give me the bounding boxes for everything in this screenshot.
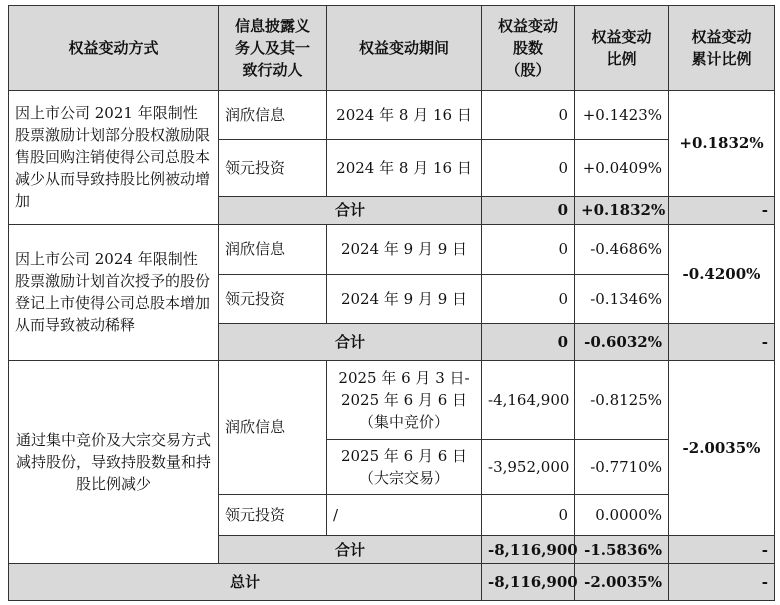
subtotal-label: 合计 <box>219 196 482 225</box>
person-cell: 领元投资 <box>219 274 327 323</box>
period-cell: 2024 年 9 月 9 日 <box>327 225 482 275</box>
ratio-cell: +0.1423% <box>575 90 669 140</box>
group-method: 因上市公司 2024 年限制性股票激励计划首次授予的股份登记上市使得公司总股本增加从而导致被动稀释 <box>9 225 219 360</box>
ratio-cell: -0.4686% <box>575 225 669 275</box>
ratio-cell: -0.7710% <box>575 439 669 494</box>
period-cell: 2024 年 8 月 16 日 <box>327 140 482 196</box>
ratio-cell: +0.0409% <box>575 140 669 196</box>
ratio-cell: 0.0000% <box>575 495 669 536</box>
person-cell: 领元投资 <box>219 495 327 536</box>
cumulative-cell: +0.1832% <box>669 90 775 196</box>
table-row <box>9 90 775 140</box>
total-shares: -8,116,900 <box>482 564 575 601</box>
subtotal-shares: 0 <box>482 196 575 225</box>
shares-cell: 0 <box>482 495 575 536</box>
group-method: 因上市公司 2021 年限制性股票激励计划部分股权激励限售股回购注销使得公司总股本减少从而导致持股比例被动增加 <box>9 90 219 224</box>
period-cell: 2024 年 9 月 9 日 <box>327 274 482 323</box>
header-period: 权益变动期间 <box>327 6 482 91</box>
person-cell: 润欣信息 <box>219 360 327 494</box>
shares-cell: 0 <box>482 274 575 323</box>
cumulative-cell: -2.0035% <box>669 360 775 535</box>
subtotal-cumulative: - <box>669 535 775 564</box>
header-ratio: 权益变动 比例 <box>575 6 669 91</box>
total-ratio: -2.0035% <box>575 564 669 601</box>
subtotal-ratio: -0.6032% <box>575 323 669 360</box>
ratio-cell: -0.1346% <box>575 274 669 323</box>
header-cumulative: 权益变动 累计比例 <box>669 6 775 91</box>
person-cell: 润欣信息 <box>219 90 327 140</box>
shares-cell: -4,164,900 <box>482 360 575 439</box>
ratio-cell: -0.8125% <box>575 360 669 439</box>
period-cell: / <box>327 495 482 536</box>
subtotal-ratio: -1.5836% <box>575 535 669 564</box>
total-row <box>9 564 775 601</box>
header-person: 信息披露义 务人及其一 致行动人 <box>219 6 327 91</box>
table-row <box>9 225 775 275</box>
group-method: 通过集中竞价及大宗交易方式减持股份，导致持股数量和持股比例减少 <box>9 360 219 564</box>
cumulative-cell: -0.4200% <box>669 225 775 324</box>
person-cell: 领元投资 <box>219 140 327 196</box>
period-cell: 2024 年 8 月 16 日 <box>327 90 482 140</box>
shares-cell: 0 <box>482 140 575 196</box>
subtotal-cumulative: - <box>669 196 775 225</box>
person-cell: 润欣信息 <box>219 225 327 275</box>
period-cell: 2025 年 6 月 6 日 （大宗交易） <box>327 439 482 494</box>
equity-change-table <box>8 5 775 601</box>
total-cumulative: - <box>669 564 775 601</box>
subtotal-label: 合计 <box>219 323 482 360</box>
table-row <box>9 360 775 439</box>
header-row <box>9 6 775 91</box>
subtotal-shares: 0 <box>482 323 575 360</box>
total-label: 总计 <box>9 564 482 601</box>
subtotal-shares: -8,116,900 <box>482 535 575 564</box>
shares-cell: 0 <box>482 225 575 275</box>
subtotal-cumulative: - <box>669 323 775 360</box>
header-method: 权益变动方式 <box>9 6 219 91</box>
subtotal-ratio: +0.1832% <box>575 196 669 225</box>
shares-cell: -3,952,000 <box>482 439 575 494</box>
subtotal-label: 合计 <box>219 535 482 564</box>
header-shares: 权益变动 股数 （股） <box>482 6 575 91</box>
period-cell: 2025 年 6 月 3 日- 2025 年 6 月 6 日 （集中竞价） <box>327 360 482 439</box>
shares-cell: 0 <box>482 90 575 140</box>
